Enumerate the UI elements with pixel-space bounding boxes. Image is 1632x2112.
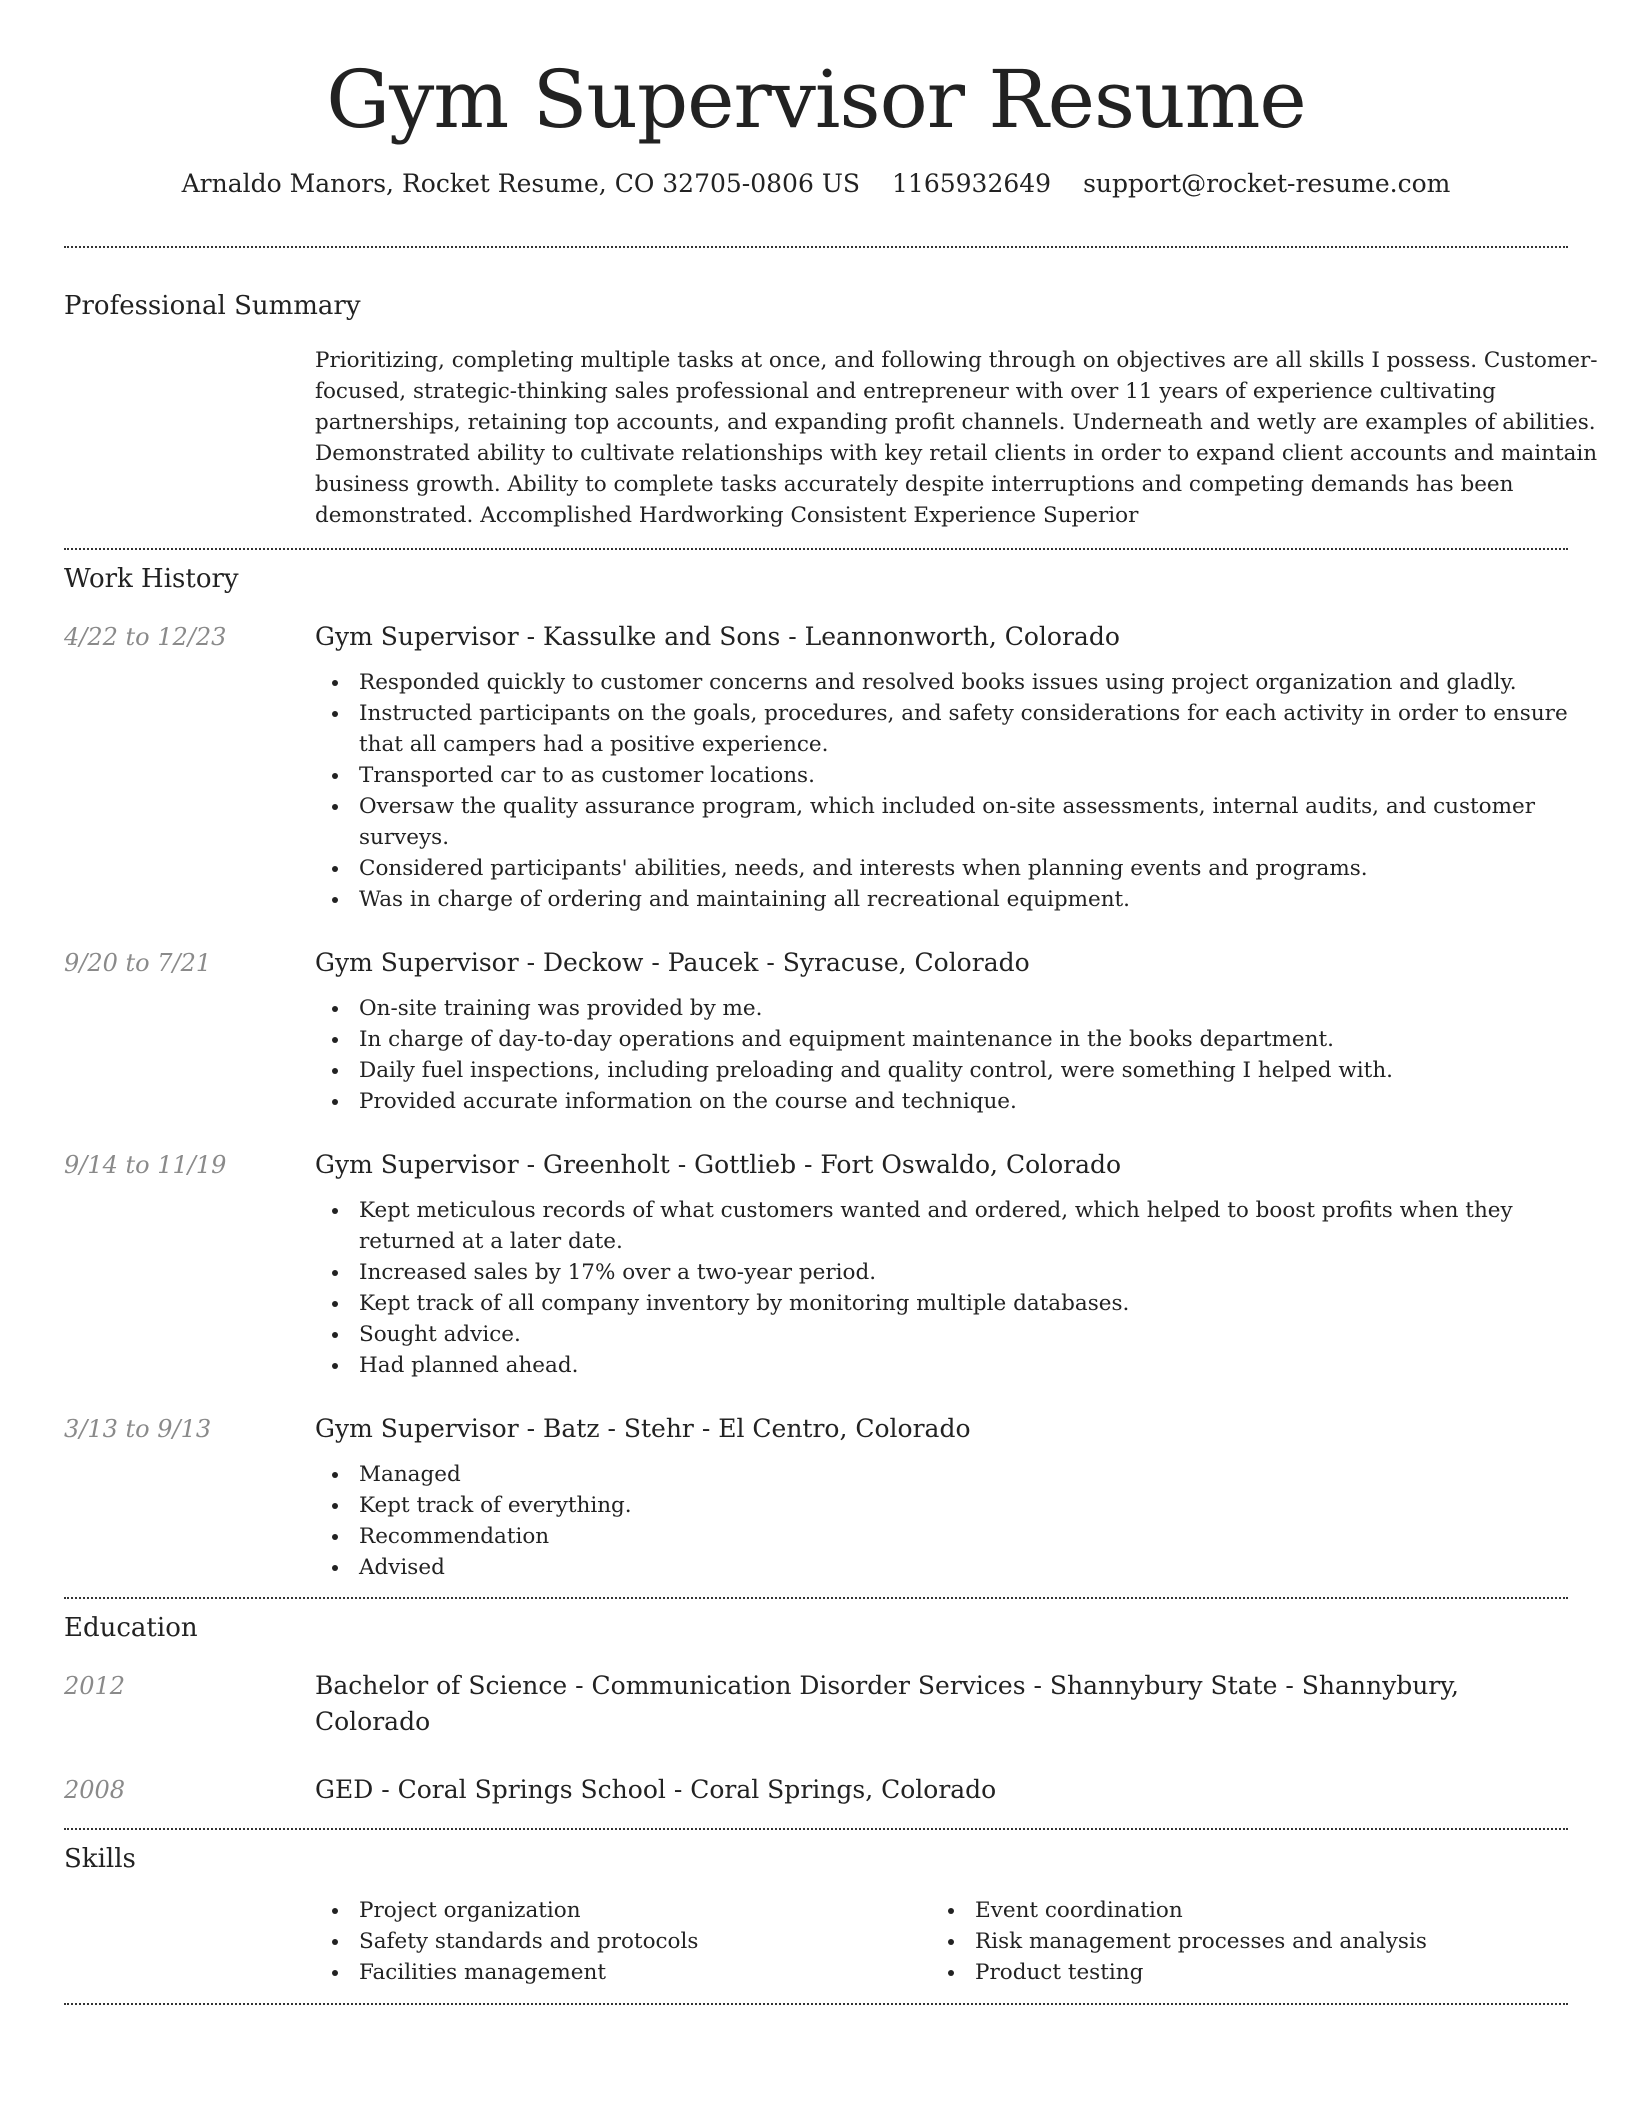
work-entry <box>64 1411 1568 1583</box>
work-bullet: Kept meticulous records of what customers wanted and ordered, which helped to boost profits when they returned at a later date. <box>359 1195 1568 1257</box>
work-title: Gym Supervisor - Batz - Stehr - El Centro, Colorado <box>315 1414 971 1443</box>
work-bullet: On-site training was provided by me. <box>359 993 1568 1024</box>
work-entry <box>64 619 1568 915</box>
skills-heading: Skills <box>64 1844 136 1874</box>
work-bullets <box>315 1459 1568 1583</box>
work-bullet: In charge of day-to-day operations and equipment maintenance in the books department. <box>359 1024 1568 1055</box>
work-title: Gym Supervisor - Greenholt - Gottlieb - Fort Oswaldo, Colorado <box>315 1150 1122 1179</box>
work-dates: 3/13 to 9/13 <box>64 1415 212 1443</box>
skill-item: Risk management processes and analysis <box>975 1926 1547 1957</box>
resume-title: Gym Supervisor Resume <box>326 53 1306 146</box>
skill-item: Event coordination <box>975 1895 1547 1926</box>
skills-column-right <box>931 1895 1547 1988</box>
work-bullet: Advised <box>359 1552 1568 1583</box>
work-bullet: Recommendation <box>359 1521 1568 1552</box>
skill-item: Facilities management <box>359 1957 931 1988</box>
education-entry <box>64 1772 1568 1808</box>
education-year: 2012 <box>64 1672 126 1700</box>
work-dates: 4/22 to 12/23 <box>64 623 227 651</box>
work-bullet: Oversaw the quality assurance program, which included on-site assessments, internal audits, and customer surveys. <box>359 791 1568 853</box>
work-title: Gym Supervisor - Kassulke and Sons - Leannonworth, Colorado <box>315 622 1120 651</box>
education-heading: Education <box>64 1613 198 1643</box>
work-bullet: Sought advice. <box>359 1319 1568 1350</box>
contact-line <box>64 166 1568 202</box>
work-bullet: Managed <box>359 1459 1568 1490</box>
skill-item: Safety standards and protocols <box>359 1926 931 1957</box>
work-dates: 9/20 to 7/21 <box>64 949 212 977</box>
work-bullets <box>315 1195 1568 1381</box>
divider <box>64 548 1568 550</box>
work-bullet: Provided accurate information on the course and technique. <box>359 1086 1568 1117</box>
work-title: Gym Supervisor - Deckow - Paucek - Syracuse, Colorado <box>315 948 1030 977</box>
work-bullet: Transported car to as customer locations. <box>359 760 1568 791</box>
contact-address: Arnaldo Manors, Rocket Resume, CO 32705-0806 US <box>181 169 861 198</box>
work-bullets <box>315 667 1568 915</box>
work-entry <box>64 945 1568 1117</box>
work-bullet: Had planned ahead. <box>359 1350 1568 1381</box>
work-bullets <box>315 993 1568 1117</box>
education-degree: Bachelor of Science - Communication Disorder Services - Shannybury State - Shannybury, Colorado <box>315 1671 1459 1736</box>
work-bullet: Kept track of everything. <box>359 1490 1568 1521</box>
work-bullet: Considered participants' abilities, needs, and interests when planning events and programs. <box>359 853 1568 884</box>
education-entry <box>64 1668 1568 1740</box>
work-bullet: Was in charge of ordering and maintaining all recreational equipment. <box>359 884 1568 915</box>
summary-text: Prioritizing, completing multiple tasks at once, and following through on objectives are all skills I possess. Customer-focused, strategic-thinking sales professional and entrepreneur with over 11 years of experience cultivating partnerships, retaining top accounts, and expanding profit channels. Underneath and wetly are examples of abilities. Demonstrated ability to cultivate relationships with key retail clients in order to expand client accounts and maintain business growth. Ability to complete tasks accurately despite interruptions and competing demands has been demonstrated. Accomplished Hardworking Consistent Experience Superior <box>315 348 1598 528</box>
skills-list <box>315 1895 1568 1988</box>
divider <box>64 246 1568 248</box>
skill-item: Product testing <box>975 1957 1547 1988</box>
work-entry <box>64 1147 1568 1381</box>
work-history-heading: Work History <box>64 564 239 594</box>
education-degree: GED - Coral Springs School - Coral Springs, Colorado <box>315 1775 997 1804</box>
work-bullet: Responded quickly to customer concerns and resolved books issues using project organization and gladly. <box>359 667 1568 698</box>
divider <box>64 1597 1568 1599</box>
work-bullet: Increased sales by 17% over a two-year period. <box>359 1257 1568 1288</box>
work-dates: 9/14 to 11/19 <box>64 1151 227 1179</box>
work-bullet: Daily fuel inspections, including preloading and quality control, were something I helped with. <box>359 1055 1568 1086</box>
summary-heading: Professional Summary <box>64 291 361 321</box>
skill-item: Project organization <box>359 1895 931 1926</box>
contact-email: support@rocket-resume.com <box>1083 169 1451 198</box>
work-bullet: Kept track of all company inventory by monitoring multiple databases. <box>359 1288 1568 1319</box>
skills-column-left <box>315 1895 931 1988</box>
divider <box>64 2003 1568 2005</box>
work-bullet: Instructed participants on the goals, procedures, and safety considerations for each activity in order to ensure that all campers had a positive experience. <box>359 698 1568 760</box>
divider <box>64 1828 1568 1830</box>
education-year: 2008 <box>64 1776 126 1804</box>
contact-phone: 1165932649 <box>892 169 1052 198</box>
